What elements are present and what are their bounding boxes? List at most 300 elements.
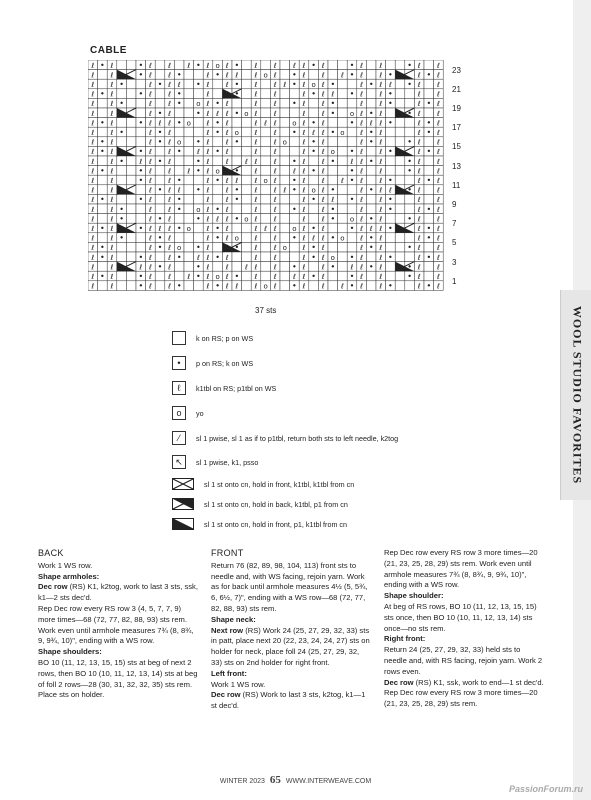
chart-stitch-symbol: •: [119, 99, 124, 109]
chart-stitch-symbol: ℓ: [91, 263, 95, 272]
cable-back-p-icon: [172, 497, 194, 511]
chart-stitch-symbol: ℓ: [436, 225, 440, 233]
chart-stitch-symbol: ℓ: [302, 273, 306, 281]
chart-stitch-symbol: ℓ: [225, 225, 229, 233]
chart-cell: [194, 70, 204, 80]
chart-stitch-symbol: o: [263, 71, 268, 80]
paragraph: At beg of RS rows, BO 10 (11, 12, 13, 15, 15) sts once, then BO 10 (10, 11, 12, 13, 14) sts once—no sts rem.: [384, 601, 537, 633]
chart-cell: [280, 271, 290, 281]
chart-cell: [290, 146, 300, 156]
chart-cell: [136, 79, 146, 89]
chart-stitch-symbol: •: [292, 80, 297, 89]
chart-stitch-symbol: ℓ: [283, 186, 287, 195]
chart-stitch-symbol: ℓ: [168, 81, 172, 89]
chart-stitch-symbol: ℓ: [436, 263, 440, 272]
chart-cell: [280, 204, 290, 214]
chart-stitch-symbol: •: [292, 185, 297, 195]
chart-cell: [126, 156, 136, 166]
chart-cell: [338, 146, 348, 156]
chart-stitch-symbol: ℓ: [360, 109, 364, 118]
chart-stitch-symbol: ℓ: [225, 148, 229, 157]
chart-stitch-symbol: •: [407, 60, 412, 70]
chart-stitch-symbol: ℓ: [91, 81, 95, 89]
chart-stitch-symbol: •: [100, 137, 105, 147]
legend-item: [172, 330, 253, 346]
chart-cell: [309, 281, 319, 291]
chart-cell: [328, 60, 338, 70]
chart-stitch-symbol: •: [368, 233, 374, 243]
chart-stitch-symbol: ℓ: [91, 282, 95, 291]
chart-stitch-symbol: ℓ: [302, 81, 306, 89]
chart-stitch-symbol: •: [407, 166, 412, 176]
paragraph: [211, 626, 371, 669]
chart-cell: [280, 252, 290, 262]
chart-cell: [98, 79, 108, 89]
chart-stitch-symbol: •: [234, 137, 240, 147]
chart-stitch-symbol: o: [330, 148, 335, 157]
chart-stitch-symbol: ℓ: [148, 282, 152, 291]
chart-stitch-symbol: ℓ: [254, 196, 258, 205]
chart-cell: [213, 137, 223, 147]
chart-stitch-symbol: ℓ: [436, 109, 440, 118]
chart-cell: [155, 98, 165, 108]
chart-stitch-symbol: •: [330, 262, 336, 272]
row-number: 19: [452, 104, 461, 113]
chart-cell: [155, 194, 165, 204]
chart-stitch-symbol: •: [426, 128, 432, 137]
chart-cell: [424, 156, 434, 166]
chart-cell: [386, 137, 396, 147]
chart-stitch-symbol: •: [176, 147, 182, 157]
chart-stitch-symbol: •: [407, 214, 412, 224]
chart-cell: [174, 60, 184, 70]
chart-cell: [347, 98, 357, 108]
chart-stitch-symbol: ℓ: [379, 129, 383, 137]
chart-stitch-symbol: ℓ: [417, 167, 421, 176]
cable-front-k-icon: [172, 477, 194, 491]
chart-stitch-symbol: •: [368, 137, 374, 147]
chart-cell: [242, 98, 252, 108]
chart-stitch-symbol: •: [388, 147, 393, 157]
term: Dec row: [38, 582, 68, 592]
chart-cell: [242, 281, 252, 291]
chart-cell: [424, 166, 434, 176]
chart-cell: [194, 127, 204, 137]
chart-stitch-symbol: •: [388, 99, 393, 109]
chart-stitch-symbol: •: [388, 89, 393, 99]
chart-stitch-symbol: •: [426, 281, 432, 291]
chart-stitch-symbol: o: [186, 119, 191, 128]
chart-stitch-symbol: •: [138, 89, 144, 99]
chart-cell: [155, 281, 165, 291]
chart-cell: [126, 166, 136, 176]
chart-stitch-symbol: ℓ: [206, 129, 210, 137]
chart-stitch-symbol: •: [349, 147, 355, 157]
chart-stitch-symbol: •: [215, 233, 220, 243]
chart-cell: [155, 271, 165, 281]
chart-cell: [405, 204, 415, 214]
chart-stitch-symbol: •: [292, 99, 297, 109]
chart-stitch-symbol: ℓ: [321, 177, 325, 185]
chart-cell: [232, 252, 242, 262]
chart-stitch-symbol: •: [349, 272, 355, 281]
chart-stitch-symbol: •: [157, 262, 163, 272]
chart-stitch-symbol: ℓ: [417, 273, 421, 281]
chart-stitch-symbol: •: [368, 128, 374, 137]
chart-stitch-symbol: ℓ: [91, 100, 95, 109]
chart-stitch-symbol: ℓ: [436, 196, 440, 205]
chart-cell: [184, 281, 194, 291]
twisted-stitch-icon: ℓ: [172, 381, 186, 395]
chart-cell: [366, 89, 376, 99]
chart-cell: [126, 98, 136, 108]
chart-stitch-symbol: ℓ: [273, 244, 277, 253]
chart-stitch-symbol: ℓ: [168, 177, 172, 185]
chart-stitch-symbol: •: [368, 156, 374, 166]
chart-stitch-symbol: ℓ: [148, 109, 152, 118]
chart-cell: [117, 281, 127, 291]
chart-stitch-symbol: ℓ: [225, 215, 229, 224]
chart-stitch-symbol: ℓ: [273, 148, 277, 157]
legend-label: sl 1 pwise, sl 1 as if to p1tbl, return both sts to left needle, k2tog: [196, 433, 399, 443]
chart-stitch-symbol: ℓ: [206, 100, 210, 109]
chart-stitch-symbol: ℓ: [206, 81, 210, 89]
chart-cell: [194, 281, 204, 291]
chart-stitch-symbol: •: [407, 137, 412, 147]
chart-stitch-symbol: ℓ: [91, 234, 95, 243]
chart-stitch-symbol: ℓ: [216, 215, 220, 224]
chart-stitch-symbol: ℓ: [321, 148, 325, 157]
chart-stitch-symbol: •: [349, 166, 355, 176]
chart-stitch-symbol: ℓ: [321, 205, 325, 214]
chart-cell: [155, 60, 165, 70]
chart-cell: [424, 60, 434, 70]
chart-stitch-symbol: •: [407, 272, 412, 281]
chart-stitch-symbol: ℓ: [321, 81, 325, 89]
chart-stitch-symbol: •: [349, 118, 355, 128]
chart-stitch-symbol: ℓ: [110, 196, 114, 205]
chart-cell: [405, 98, 415, 108]
chart-stitch-symbol: ℓ: [148, 129, 152, 137]
chart-stitch-symbol: ℓ: [436, 148, 440, 157]
chart-stitch-symbol: •: [426, 233, 432, 243]
chart-stitch-symbol: •: [196, 272, 201, 281]
chart-grid: [88, 60, 443, 291]
chart-stitch-symbol: •: [407, 262, 412, 272]
chart-stitch-symbol: •: [368, 262, 374, 272]
chart-stitch-symbol: •: [311, 252, 316, 262]
chart-stitch-symbol: ℓ: [417, 196, 421, 205]
chart-stitch-symbol: ℓ: [110, 109, 114, 118]
chart-cell: [98, 70, 108, 80]
chart-stitch-symbol: ℓ: [254, 225, 258, 233]
chart-cell: [174, 214, 184, 224]
chart-stitch-symbol: ℓ: [264, 225, 268, 233]
chart-stitch-symbol: ℓ: [225, 157, 229, 166]
chart-cell: [309, 70, 319, 80]
chart-stitch-symbol: •: [196, 243, 201, 253]
chart-cell: [98, 175, 108, 185]
chart-stitch-symbol: •: [176, 176, 182, 185]
chart-stitch-symbol: ℓ: [379, 109, 383, 118]
chart-cell: [184, 204, 194, 214]
chart-stitch-symbol: •: [234, 89, 240, 99]
chart-cell: [386, 108, 396, 118]
chart-stitch-symbol: ℓ: [206, 244, 210, 253]
chart-cell: [290, 89, 300, 99]
chart-stitch-symbol: o: [234, 129, 239, 137]
chart-stitch-symbol: o: [215, 273, 220, 281]
chart-stitch-symbol: •: [157, 80, 163, 89]
chart-stitch-symbol: ℓ: [206, 109, 210, 118]
chart-stitch-symbol: ℓ: [360, 225, 364, 233]
chart-stitch-symbol: ℓ: [379, 215, 383, 224]
chart-cell: [338, 118, 348, 128]
chart-cell: [117, 137, 127, 147]
chart-stitch-symbol: ℓ: [110, 273, 114, 281]
chart-stitch-symbol: ℓ: [436, 100, 440, 109]
chart-stitch-symbol: •: [215, 252, 220, 262]
paragraph: [384, 678, 544, 689]
chart-stitch-symbol: •: [196, 137, 201, 147]
chart-cell: [232, 118, 242, 128]
chart-stitch-symbol: •: [215, 118, 220, 128]
chart-cell: [395, 281, 405, 291]
chart-stitch-symbol: ℓ: [225, 177, 229, 185]
chart-cell: [424, 242, 434, 252]
chart-cell: [338, 166, 348, 176]
chart-stitch-symbol: ℓ: [168, 100, 172, 109]
chart-stitch-symbol: ℓ: [91, 119, 95, 128]
chart-stitch-symbol: ℓ: [321, 215, 325, 224]
chart-cell: [155, 204, 165, 214]
subheading: Shape shoulders:: [38, 647, 102, 657]
chart-cell: [366, 281, 376, 291]
chart-stitch-symbol: •: [176, 70, 182, 80]
chart-stitch-symbol: ℓ: [264, 119, 268, 128]
chart-stitch-symbol: ℓ: [417, 186, 421, 195]
chart-stitch-symbol: ℓ: [321, 100, 325, 109]
chart-cell: [213, 242, 223, 252]
chart-stitch-symbol: •: [330, 156, 336, 166]
chart-cell: [242, 137, 252, 147]
chart-stitch-symbol: ℓ: [273, 225, 277, 233]
chart-cell: [280, 233, 290, 243]
side-tab-label: WOOL STUDIO FAVORITES: [570, 305, 584, 485]
chart-cell: [366, 194, 376, 204]
chart-stitch-symbol: ℓ: [254, 157, 258, 166]
chart-stitch-symbol: ℓ: [110, 148, 114, 157]
chart-stitch-symbol: ℓ: [321, 119, 325, 128]
chart-stitch-symbol: ℓ: [273, 253, 277, 262]
chart-stitch-symbol: ℓ: [148, 177, 152, 185]
chart-stitch-symbol: ℓ: [302, 196, 306, 205]
chart-stitch-symbol: ℓ: [379, 282, 383, 291]
chart-stitch-symbol: ℓ: [302, 234, 306, 243]
chart-stitch-symbol: ℓ: [312, 234, 316, 243]
chart-cell: [338, 137, 348, 147]
chart-stitch-symbol: ℓ: [254, 244, 258, 253]
chart-stitch-symbol: ℓ: [369, 119, 373, 128]
legend-item: [172, 355, 253, 371]
chart-stitch-symbol: ℓ: [206, 119, 210, 128]
chart-stitch-symbol: •: [234, 166, 240, 176]
chart-stitch-symbol: ℓ: [225, 119, 229, 128]
chart-stitch-symbol: o: [282, 138, 287, 147]
chart-cell: [184, 79, 194, 89]
chart-cell: [347, 242, 357, 252]
chart-stitch-symbol: •: [407, 108, 412, 118]
chart-stitch-symbol: ℓ: [360, 71, 364, 80]
chart-stitch-symbol: ℓ: [91, 196, 95, 205]
chart-cell: [405, 281, 415, 291]
chart-cell: [280, 60, 290, 70]
page-number: 65: [269, 774, 281, 786]
chart-stitch-symbol: ℓ: [91, 273, 95, 281]
chart-cell: [174, 166, 184, 176]
chart-cell: [309, 175, 319, 185]
issue-label: WINTER 2023: [219, 778, 265, 785]
chart-stitch-symbol: •: [330, 214, 336, 224]
chart-stitch-symbol: o: [244, 109, 249, 118]
watermark: PassionForum.ru: [508, 784, 583, 794]
legend-item: [172, 405, 204, 421]
chart-stitch-symbol: ℓ: [283, 81, 287, 89]
chart-stitch-symbol: ℓ: [273, 263, 277, 272]
chart-stitch-symbol: •: [292, 204, 297, 214]
chart-stitch-symbol: ℓ: [148, 157, 152, 166]
chart-stitch-symbol: ℓ: [206, 90, 210, 99]
chart-stitch-symbol: ℓ: [436, 253, 440, 262]
chart-cell: [347, 185, 357, 195]
paragraph: Work 1 WS row.: [211, 679, 266, 689]
chart-stitch-symbol: •: [292, 156, 297, 166]
chart-cell: [261, 137, 271, 147]
chart-cell: [309, 156, 319, 166]
chart-stitch-symbol: ℓ: [168, 138, 172, 147]
chart-stitch-symbol: ℓ: [148, 71, 152, 80]
yarn-over-icon: o: [172, 406, 186, 420]
chart-stitch-symbol: ℓ: [379, 167, 383, 176]
legend-label: p on RS; k on WS: [196, 358, 254, 368]
chart-stitch-symbol: •: [426, 204, 432, 214]
chart-stitch-symbol: ℓ: [273, 100, 277, 109]
chart-cell: [280, 194, 290, 204]
chart-stitch-symbol: ℓ: [360, 61, 364, 70]
chart-stitch-symbol: ℓ: [139, 157, 143, 166]
chart-stitch-symbol: ℓ: [148, 225, 152, 233]
chart-stitch-symbol: ℓ: [91, 253, 95, 262]
chart-stitch-symbol: •: [407, 156, 412, 166]
chart-stitch-symbol: ℓ: [379, 138, 383, 147]
chart-cell: [424, 79, 434, 89]
chart-stitch-symbol: ℓ: [273, 167, 277, 176]
chart-stitch-symbol: ℓ: [360, 90, 364, 99]
chart-cell: [405, 89, 415, 99]
row-number: 15: [452, 142, 461, 152]
chart-cell: [395, 194, 405, 204]
chart-stitch-symbol: •: [311, 195, 316, 205]
chart-stitch-symbol: ℓ: [148, 90, 152, 99]
chart-stitch-symbol: •: [138, 70, 144, 80]
chart-stitch-symbol: o: [282, 244, 287, 253]
legend-label: sl 1 st onto cn, hold in front, p1, k1tbl from cn: [204, 519, 348, 529]
chart-stitch-symbol: ℓ: [254, 205, 258, 214]
chart-stitch-symbol: ℓ: [235, 282, 239, 291]
chart-stitch-symbol: ℓ: [91, 225, 95, 233]
chart-cell: [98, 98, 108, 108]
chart-stitch-symbol: ℓ: [312, 129, 316, 137]
chart-cell: [338, 108, 348, 118]
chart-stitch-symbol: •: [119, 80, 124, 89]
chart-stitch-symbol: •: [196, 214, 201, 224]
chart-cell: [184, 70, 194, 80]
chart-cell: [338, 194, 348, 204]
chart-cell: [338, 185, 348, 195]
chart-stitch-symbol: ℓ: [110, 234, 114, 243]
chart-cell: [395, 204, 405, 214]
chart-stitch-symbol: ℓ: [110, 61, 114, 70]
chart-cell: [184, 146, 194, 156]
chart-stitch-symbol: ℓ: [379, 186, 383, 195]
chart-cell: [261, 127, 271, 137]
chart-stitch-symbol: ℓ: [196, 253, 200, 262]
chart-cell: [309, 262, 319, 272]
chart-stitch-symbol: ℓ: [244, 157, 248, 166]
chart-stitch-symbol: ℓ: [254, 71, 258, 80]
chart-cell: [280, 175, 290, 185]
chart-stitch-symbol: ℓ: [436, 167, 440, 176]
chart-stitch-symbol: ℓ: [91, 129, 95, 137]
chart-stitch-symbol: ℓ: [302, 90, 306, 99]
chart-cell: [405, 127, 415, 137]
chart-cell: [136, 127, 146, 137]
chart-cell: [280, 146, 290, 156]
chart-cell: [117, 166, 127, 176]
chart-stitch-symbol: •: [426, 252, 432, 262]
chart-stitch-symbol: ℓ: [340, 71, 344, 80]
chart-stitch-symbol: ℓ: [417, 138, 421, 147]
chart-stitch-symbol: o: [349, 109, 355, 118]
chart-cell: [261, 242, 271, 252]
chart-cell: [242, 233, 252, 243]
chart-cell: [386, 242, 396, 252]
chart-stitch-symbol: •: [388, 195, 393, 205]
chart-cell: [184, 194, 194, 204]
chart-cell: [405, 118, 415, 128]
chart-stitch-symbol: ℓ: [168, 157, 172, 166]
subheading: Shape neck:: [211, 614, 256, 624]
chart-stitch-symbol: ℓ: [292, 167, 296, 176]
chart-stitch-symbol: ℓ: [273, 215, 277, 224]
chart-cell: [126, 89, 136, 99]
chart-stitch-symbol: •: [157, 156, 163, 166]
chart-stitch-symbol: •: [176, 195, 182, 205]
chart-stitch-symbol: ℓ: [321, 263, 325, 272]
chart-cell: [126, 137, 136, 147]
chart-stitch-symbol: ℓ: [225, 129, 229, 137]
chart-cell: [395, 89, 405, 99]
chart-cell: [126, 175, 136, 185]
chart-stitch-symbol: •: [119, 214, 124, 224]
chart-cell: [395, 127, 405, 137]
chart-stitch-symbol: •: [176, 224, 182, 233]
chart-stitch-symbol: ℓ: [417, 234, 421, 243]
chart-stitch-symbol: ℓ: [168, 263, 172, 272]
chart-cell: [366, 70, 376, 80]
chart-cell: [117, 194, 127, 204]
chart-stitch-symbol: ℓ: [225, 205, 229, 214]
